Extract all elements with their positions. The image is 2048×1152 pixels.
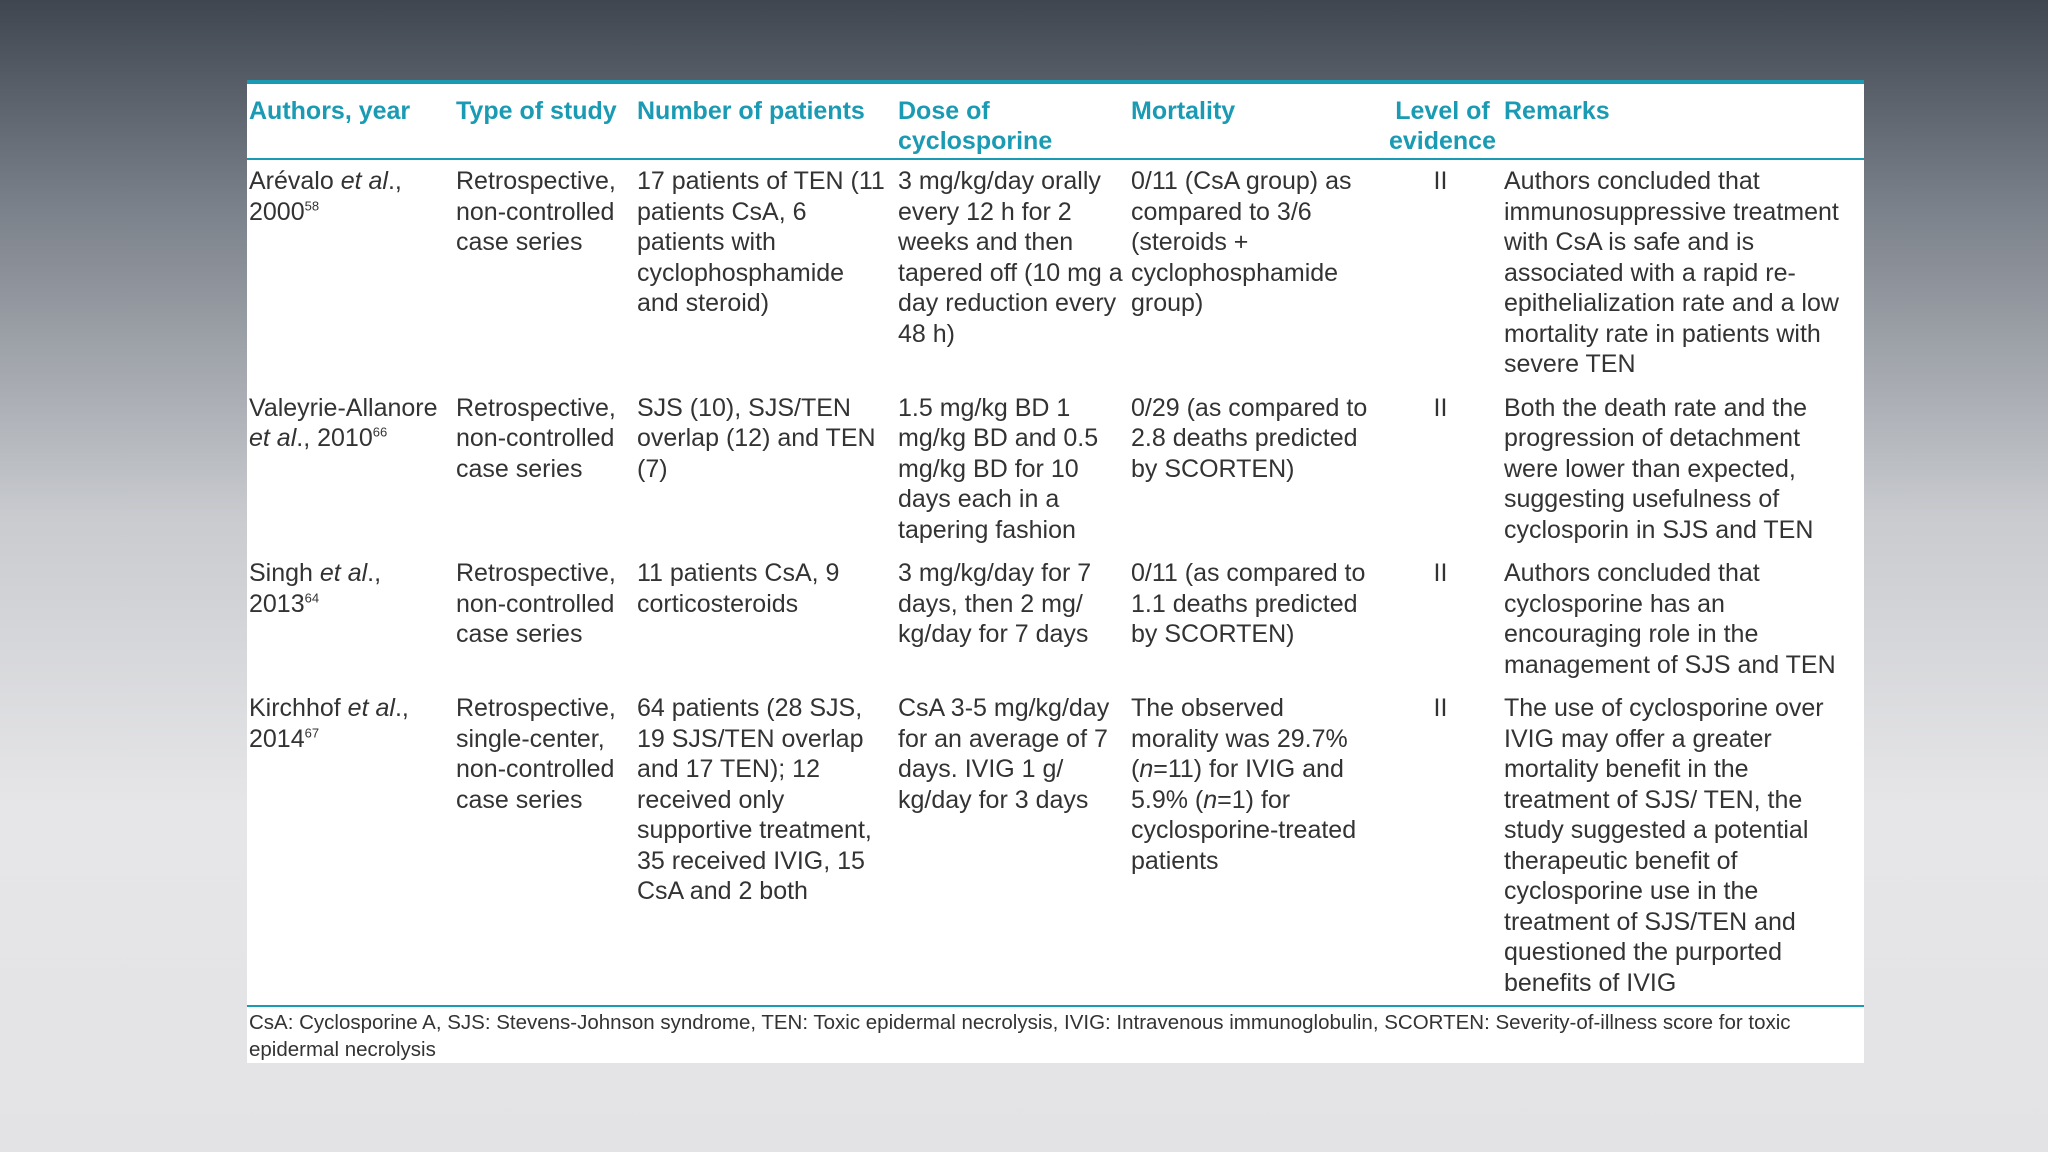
- table-row: [247, 552, 1864, 687]
- header-level-of-evidence: Level of evidence: [1381, 84, 1502, 159]
- cell-type: Retrospective, single-center, non-controlled case series: [456, 694, 616, 814]
- author-name: Kirchhof: [249, 694, 341, 722]
- header-mortality: Mortality: [1129, 84, 1381, 159]
- cell-patients: 17 patients of TEN (11 patients CsA, 6 patients with cyclophosphamide and steroid): [637, 167, 885, 317]
- table-row: [247, 159, 1864, 387]
- author-year: ., 2013: [249, 559, 382, 618]
- cell-type: Retrospective, non-controlled case series: [456, 559, 616, 648]
- cell-mortality: 0/11 (as compared to 1.1 deaths predicted by SCORTEN): [1131, 559, 1366, 648]
- evidence-table-slide: [247, 80, 1864, 1063]
- cell-dose: 3 mg/kg/day for 7 days, then 2 mg/ kg/day for 7 days: [898, 559, 1092, 648]
- cell-patients: 11 patients CsA, 9 corticosteroids: [637, 559, 840, 618]
- cell-remarks: The use of cyclosporine over IVIG may offer a greater mortality benefit in the treatment of SJS/ TEN, the study suggested a potential therapeutic benefit of cyclosporine use in the treatment of SJS/TEN and questioned the purported benefits of IVIG: [1504, 694, 1824, 997]
- cell-remarks: Both the death rate and the progression of detachment were lower than expected, suggesting usefulness of cyclosporin in SJS and TEN: [1504, 393, 1814, 544]
- cell-patients: SJS (10), SJS/TEN overlap (12) and TEN (7): [637, 393, 876, 483]
- et-al: et al: [249, 424, 297, 452]
- header-dose: Dose of cyclosporine: [896, 84, 1129, 159]
- author-year: ., 2010: [296, 424, 373, 452]
- author-year: ., 2000: [249, 167, 402, 226]
- table-header-row: [247, 84, 1864, 159]
- cell-author: [247, 387, 454, 553]
- cell-remarks: Authors concluded that immunosuppressive treatment with CsA is safe and is associated with a rapid re-epithelialization rate and a low mortality rate in patients with severe TEN: [1504, 167, 1839, 378]
- cell-level: II: [1433, 559, 1448, 587]
- cell-author: [247, 687, 454, 1005]
- mortality-n: n: [1203, 785, 1218, 814]
- header-type-of-study: Type of study: [454, 84, 635, 159]
- et-al: et al: [319, 559, 368, 587]
- mortality-n: n: [1139, 755, 1154, 783]
- cell-dose: 1.5 mg/kg BD 1 mg/kg BD and 0.5 mg/kg BD for 10 days each in a tapering fashion: [898, 393, 1099, 544]
- reference-number: 64: [304, 590, 320, 606]
- cell-dose: 3 mg/kg/day orally every 12 h for 2 weeks and then tapered off (10 mg a day reduction every 48 h): [898, 167, 1123, 348]
- cell-mortality: [1129, 687, 1381, 1005]
- table-row: [247, 387, 1864, 553]
- author-name: Arévalo: [249, 167, 334, 195]
- cell-type: Retrospective, non-controlled case series: [456, 393, 616, 483]
- cell-level: II: [1433, 393, 1448, 422]
- reference-number: 67: [304, 725, 320, 741]
- cell-author: [247, 552, 454, 687]
- reference-number: 58: [304, 198, 320, 214]
- cell-mortality: 0/29 (as compared to 2.8 deaths predicted by SCORTEN): [1131, 393, 1368, 483]
- cell-level: II: [1433, 694, 1448, 722]
- reference-number: 66: [372, 424, 388, 440]
- cell-remarks: Authors concluded that cyclosporine has an encouraging role in the management of SJS and TEN: [1504, 559, 1836, 679]
- mortality-text: =11) for IVIG and 5.9% (: [1131, 755, 1344, 814]
- cell-dose: CsA 3-5 mg/kg/day for an average of 7 days. IVIG 1 g/ kg/day for 3 days: [898, 694, 1110, 814]
- et-al: et al: [347, 694, 395, 722]
- author-name: Singh: [249, 559, 313, 587]
- cell-patients: 64 patients (28 SJS, 19 SJS/TEN overlap and 17 TEN); 12 received only supportive treatment, 35 received IVIG, 15 CsA and 2 both: [637, 694, 872, 905]
- cyclosporine-studies-table: [247, 84, 1864, 1005]
- header-number-of-patients: Number of patients: [635, 84, 896, 159]
- cell-level: II: [1433, 167, 1448, 195]
- header-remarks: Remarks: [1502, 84, 1864, 159]
- table-row: [247, 687, 1864, 1005]
- cell-mortality: 0/11 (CsA group) as compared to 3/6 (steroids + cyclophosphamide group): [1131, 167, 1352, 317]
- cell-type: Retrospective, non-controlled case series: [456, 167, 616, 256]
- author-year: ., 2014: [249, 694, 409, 753]
- header-authors-year: Authors, year: [247, 84, 454, 159]
- cell-author: [247, 159, 454, 387]
- mortality-text: The observed morality was 29.7% (: [1131, 694, 1348, 783]
- table-footnote: CsA: Cyclosporine A, SJS: Stevens-Johnson syndrome, TEN: Toxic epidermal necrolysis, IVIG: Intravenous immunoglobulin, SCORTEN: Severity-of-illness score for toxic epidermal necrolysis: [247, 1005, 1864, 1063]
- mortality-text: =1) for cyclosporine-treated patients: [1131, 785, 1357, 875]
- author-name: Valeyrie-Allanore: [249, 393, 438, 422]
- et-al: et al: [340, 167, 388, 195]
